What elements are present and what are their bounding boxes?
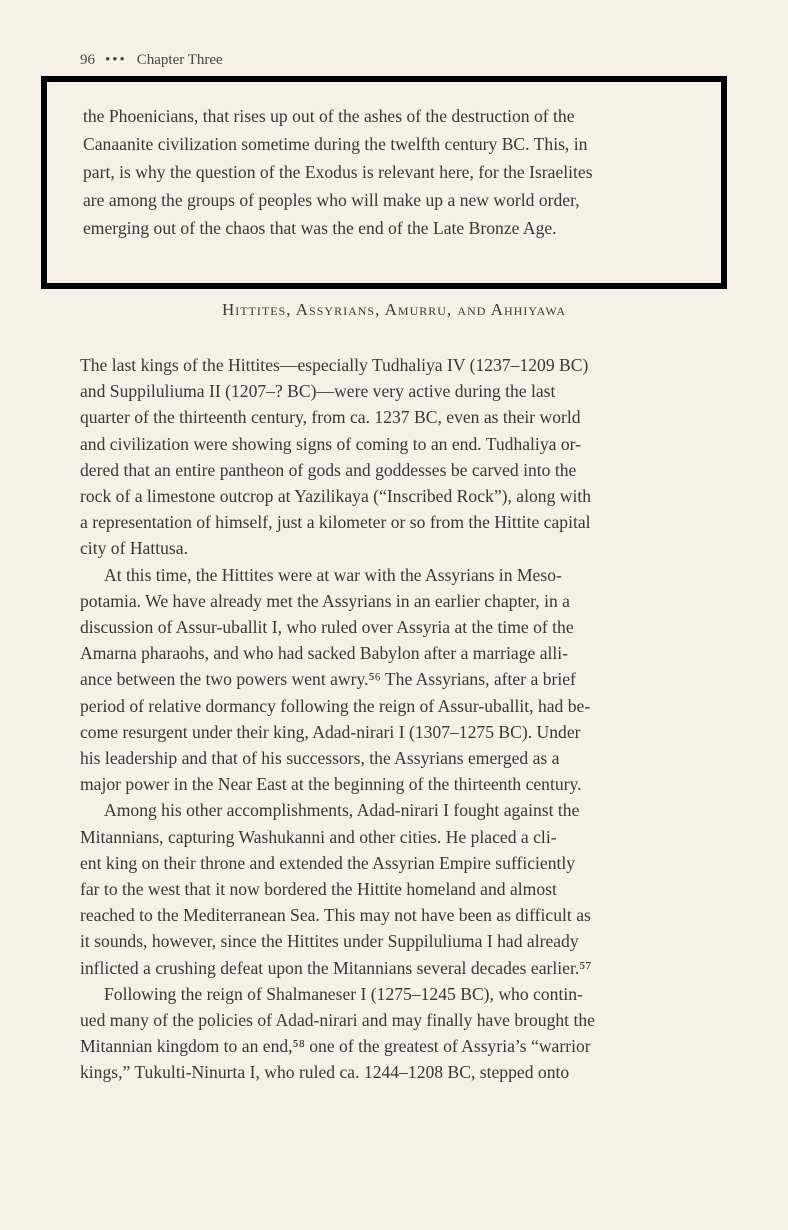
highlighted-paragraph: the Phoenicians, that rises up out of the ashes of the destruction of the Canaanite civilization sometime during the twelfth century BC. This, in part, is why the question of the Exodus is relevant here, for the Israelites are among the groups of peoples who will make up a new world order, emerging out of the chaos that was the end of the Late Bronze Age. — [83, 106, 593, 238]
running-head — [80, 52, 223, 69]
chapter-title: Chapter Three — [136, 52, 223, 68]
body-text — [80, 352, 704, 1086]
paragraph: Among his other accomplishments, Adad-nirari I fought against the Mitannians, capturing Washukanni and other cities. He placed a cli- ent king on their throne and extended the Assyrian Empire sufficiently far to the west that it now bordered the Hittite homeland and almost reached to the Mediterranean Sea. This may not have been as difficult as it sounds, however, since the Hittites under Suppiluliuma I had already inflicted a crushing defeat upon the Mitannians several decades earlier.⁵⁷ — [80, 800, 592, 978]
page-number: 96 — [80, 52, 95, 68]
highlight-box — [41, 76, 727, 289]
separator-dots: ••• — [105, 52, 127, 68]
paragraph: Following the reign of Shalmaneser I (1275–1245 BC), who contin- ued many of the policies of Adad-nirari and may finally have brought the Mitannian kingdom to an end,⁵⁸ one of the greatest of Assyria’s “warrior kings,” Tukulti-Ninurta I, who ruled ca. 1244–1208 BC, stepped onto — [80, 983, 595, 1083]
section-heading: Hittites, Assyrians, Amurru, and Ahhiyawa — [221, 300, 567, 319]
paragraph: At this time, the Hittites were at war with the Assyrians in Meso- potamia. We have already met the Assyrians in an earlier chapter, in a discussion of Assur-uballit I, who ruled over Assyria at the time of the Amarna pharaohs, and who had sacked Babylon after a marriage alli- ance between the two powers went awry.⁵⁶ The Assyrians, after a brief period of relative dormancy following the reign of Assur-uballit, had be- come resurgent under their king, Adad-nirari I (1307–1275 BC). Under his leadership and that of his successors, the Assyrians emerged as a major power in the Near East at the beginning of the thirteenth century. — [80, 564, 591, 795]
paragraph: The last kings of the Hittites—especially Tudhaliya IV (1237–1209 BC) and Suppiluliuma II (1207–? BC)—were very active during the last quarter of the thirteenth century, from ca. 1237 BC, even as their world and civilization were showing signs of coming to an end. Tudhaliya or- dered that an entire pantheon of gods and goddesses be carved into the rock of a limestone outcrop at Yazilikaya (“Inscribed Rock”), along with a representation of himself, just a kilometer or so from the Hittite capital city of Hattusa. — [80, 355, 592, 559]
